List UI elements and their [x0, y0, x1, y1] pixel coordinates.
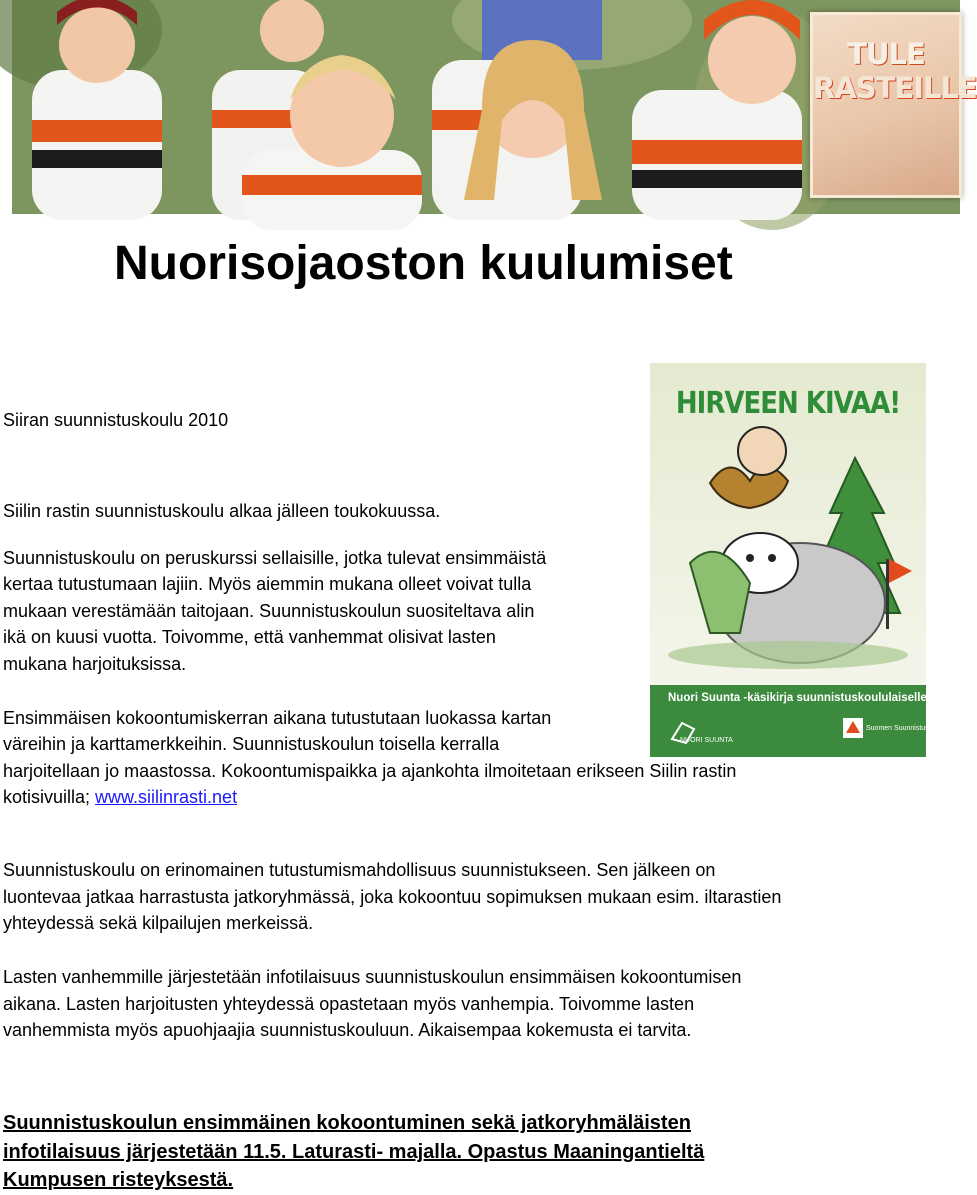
nuori-suunta-brand: NUORI SUUNTA: [680, 737, 733, 744]
suunnistusliitto-logo-icon: [840, 715, 866, 741]
paragraph-2-line: väreihin ja karttamerkkeihin. Suunnistuskoulun toisella kerralla: [3, 734, 500, 754]
header-banner-photo: [12, 0, 977, 214]
final-announcement-line: Kumpusen risteyksestä.: [3, 1169, 234, 1191]
paragraph-1-line: Suunnistuskoulu on peruskurssi sellaisille, jotka tulevat ensimmäistä: [3, 548, 547, 568]
paragraph-4-line: vanhemmista myös apuohjaajia suunnistuskouluun. Aikaisempaa kokemusta ei tarvita.: [3, 1020, 692, 1040]
paragraph-1-line: mukana harjoituksissa.: [3, 654, 187, 674]
paragraph-4-line: Lasten vanhemmille järjestetään infotilaisuus suunnistuskoulun ensimmäisen kokoontumisen: [3, 967, 742, 987]
final-announcement-line: Suunnistuskoulun ensimmäinen kokoontuminen sekä jatkoryhmäläisten: [3, 1112, 691, 1134]
booklet-subtitle: Nuori Suunta -käsikirja suunnistuskoululaiselle: [668, 692, 927, 704]
booklet-footer-band: [650, 685, 942, 757]
suunnistusliitto-brand: Suomen Suunnistusliitto: [866, 725, 942, 732]
section-heading: Siiran suunnistuskoulu 2010: [3, 410, 229, 430]
paragraph-1-line: ikä on kuusi vuotta. Toivomme, että vanhemmat olisivat lasten: [3, 627, 496, 647]
paragraph-2-line: harjoitellaan jo maastossa. Kokoontumispaikka ja ajankohta ilmoitetaan erikseen Siilin rastin: [3, 761, 737, 781]
paragraph-1-line: mukaan verestämään taitojaan. Suunnistuskoulun suositeltava alin: [3, 601, 535, 621]
booklet-cover-top: [650, 363, 926, 685]
logo-line-1: TULE: [847, 37, 925, 71]
booklet-title: HIRVEEN KIVAA!: [675, 386, 901, 422]
paragraph-1-line: kertaa tutustumaan lajiin. Myös aiemmin mukana olleet voivat tulla: [3, 574, 532, 594]
page-title: Nuorisojaoston kuulumiset: [114, 237, 733, 290]
paragraph-4-line: aikana. Lasten harjoitusten yhteydessä opastetaan myös vanhempia. Toivomme lasten: [3, 994, 695, 1014]
paragraph-3-line: luontevaa jatkaa harrastusta jatkoryhmässä, joka kokoontuu sopimuksen mukaan esim. iltarastien: [3, 887, 782, 907]
final-announcement-line: infotilaisuus järjestetään 11.5. Laturasti- majalla. Opastus Maaningantieltä: [3, 1141, 705, 1163]
moose-cartoon-illustration: [650, 363, 926, 685]
paragraph-2-line: Ensimmäisen kokoontumiskerran aikana tutustutaan luokassa kartan: [3, 708, 552, 728]
paragraph-2-line: [3, 784, 237, 810]
siilinrasti-website-link[interactable]: www.siilinrasti.net: [95, 787, 238, 807]
paragraph-2-link-prefix: kotisivuilla;: [3, 787, 96, 807]
tule-rasteille-logo: [810, 12, 977, 198]
paragraph-3-line: yhteydessä sekä kilpailujen merkeissä.: [3, 913, 314, 933]
booklet-cover-image: [650, 363, 942, 757]
logo-line-2: RASTEILLE: [813, 71, 977, 105]
paragraph-3-line: Suunnistuskoulu on erinomainen tutustumismahdollisuus suunnistukseen. Sen jälkeen on: [3, 860, 716, 880]
intro-paragraph: Siilin rastin suunnistuskoulu alkaa jälleen toukokuussa.: [3, 501, 441, 521]
